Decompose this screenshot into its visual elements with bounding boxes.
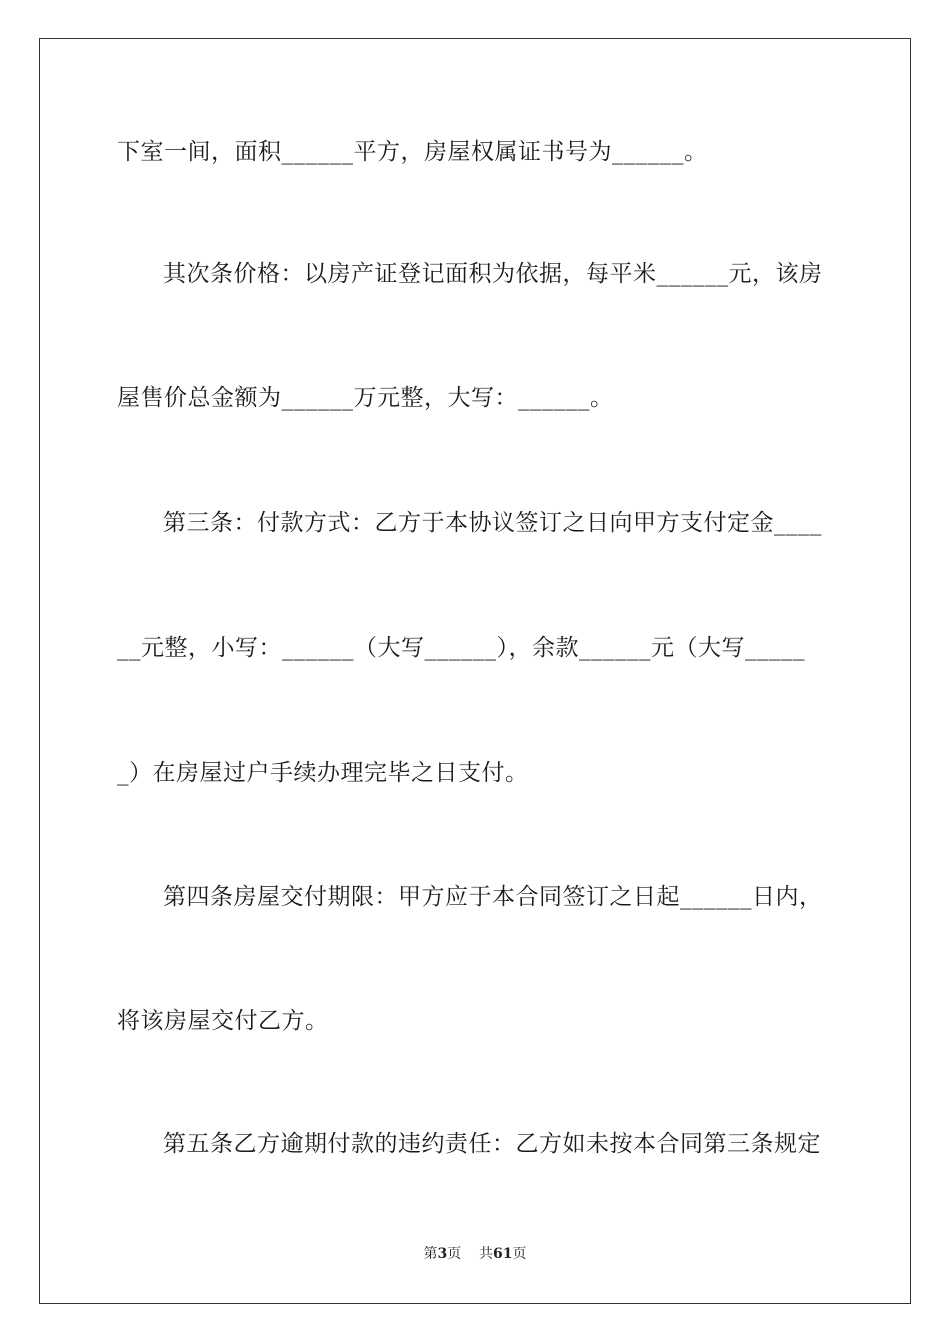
text-line-9: 第五条乙方逾期付款的违约责任：乙方如未按本合同第三条规定	[163, 1131, 821, 1157]
text-line-7: 第四条房屋交付期限：甲方应于本合同签订之日起______日内，	[163, 884, 823, 910]
total-prefix: 共	[479, 1246, 494, 1262]
text-line-6: _）在房屋过户手续办理完毕之日支付。	[117, 760, 529, 786]
text-line-8: 将该房屋交付乙方。	[117, 1008, 329, 1034]
text-line-1: 下室一间，面积______平方，房屋权属证书号为______。	[117, 139, 708, 165]
text-line-5: __元整，小写：______（大写______），余款______元（大写_____	[117, 635, 805, 661]
page-border	[39, 38, 911, 1304]
page-prefix: 第	[423, 1246, 438, 1262]
text-line-4: 第三条：付款方式：乙方于本协议签订之日向甲方支付定金____	[163, 510, 822, 536]
text-line-2: 其次条价格：以房产证登记面积为依据，每平米______元，该房	[163, 261, 823, 287]
page-suffix: 页	[447, 1246, 462, 1262]
total-suffix: 页	[512, 1246, 527, 1262]
text-line-3: 屋售价总金额为______万元整，大写：______。	[117, 385, 614, 411]
page-footer	[0, 1245, 950, 1263]
page-number: 3	[437, 1246, 448, 1262]
total-pages: 61	[493, 1246, 513, 1262]
